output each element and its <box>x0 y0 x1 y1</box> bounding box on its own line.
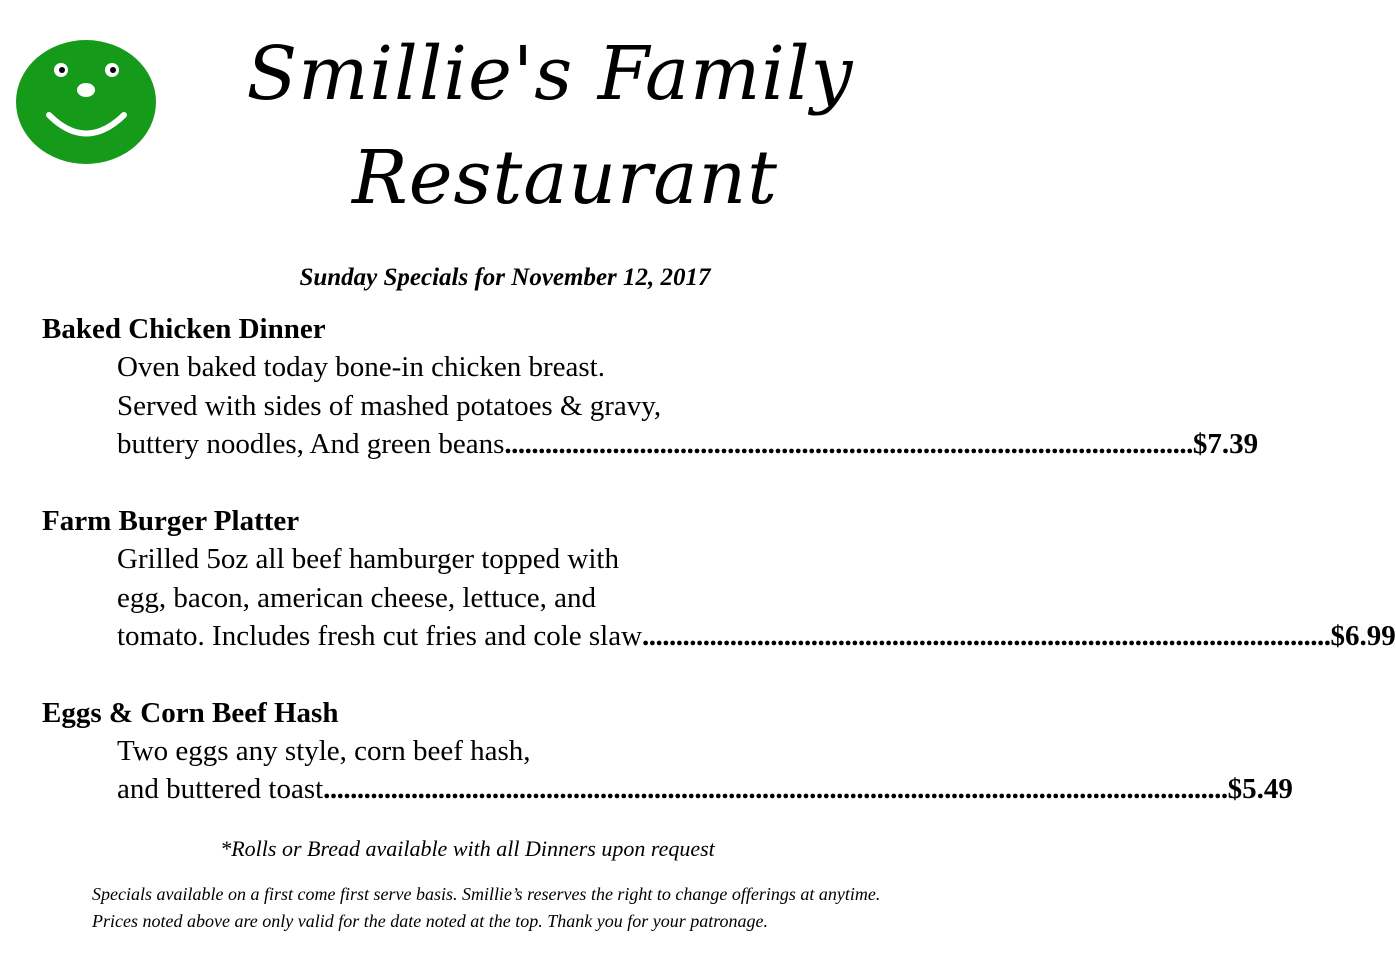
menu-item-price-line <box>117 620 1396 653</box>
disclaimer-text: Specials available on a first come first serve basis. Smillie’s reserves the right to change offerings at anytime. Prices noted above are only valid for the date noted at the top. Thank you for your patronage. <box>92 884 881 931</box>
leader-dots: ...................................................................................................... <box>642 620 1331 652</box>
menu-item-description-line: Served with sides of mashed potatoes & gravy, <box>117 390 662 422</box>
leader-dots: ...................................................................................................... <box>504 428 1193 460</box>
specials-date-heading: Sunday Specials for November 12, 2017 <box>299 264 711 291</box>
menu-item-name: Baked Chicken Dinner <box>42 313 326 345</box>
menu-item-name: Eggs & Corn Beef Hash <box>42 697 339 729</box>
menu-item-price: $5.49 <box>1227 773 1293 805</box>
menu-item-name: Farm Burger Platter <box>42 505 300 537</box>
smiley-face-icon <box>16 40 156 164</box>
menu-item-price-line <box>117 428 1259 461</box>
menu-item-description-line: Grilled 5oz all beef hamburger topped with <box>117 543 619 575</box>
menu-item-description-line: buttery noodles, And green beans <box>117 428 505 460</box>
menu-item-description-line: tomato. Includes fresh cut fries and cole slaw <box>117 620 643 652</box>
menu-item-description-line: Two eggs any style, corn beef hash, <box>117 735 531 767</box>
menu-item-price: $6.99 <box>1330 620 1396 652</box>
logo-face-circle <box>16 40 156 164</box>
menu-item-description-line: and buttered toast <box>117 773 324 805</box>
menu-item-description-line: Oven baked today bone-in chicken breast. <box>117 351 605 383</box>
menu-item-price-line <box>117 773 1293 806</box>
restaurant-name-line2: Restaurant <box>352 135 778 221</box>
menu-item-description-line: egg, bacon, american cheese, lettuce, and <box>117 582 597 614</box>
rolls-bread-note: *Rolls or Bread available with all Dinners upon request <box>220 836 715 861</box>
restaurant-name-line1: Smillie's Family <box>246 31 854 117</box>
leader-dots: ...................................................................................................................................... <box>323 773 1228 805</box>
menu-item-price: $7.39 <box>1192 428 1259 460</box>
restaurant-name <box>170 22 960 230</box>
